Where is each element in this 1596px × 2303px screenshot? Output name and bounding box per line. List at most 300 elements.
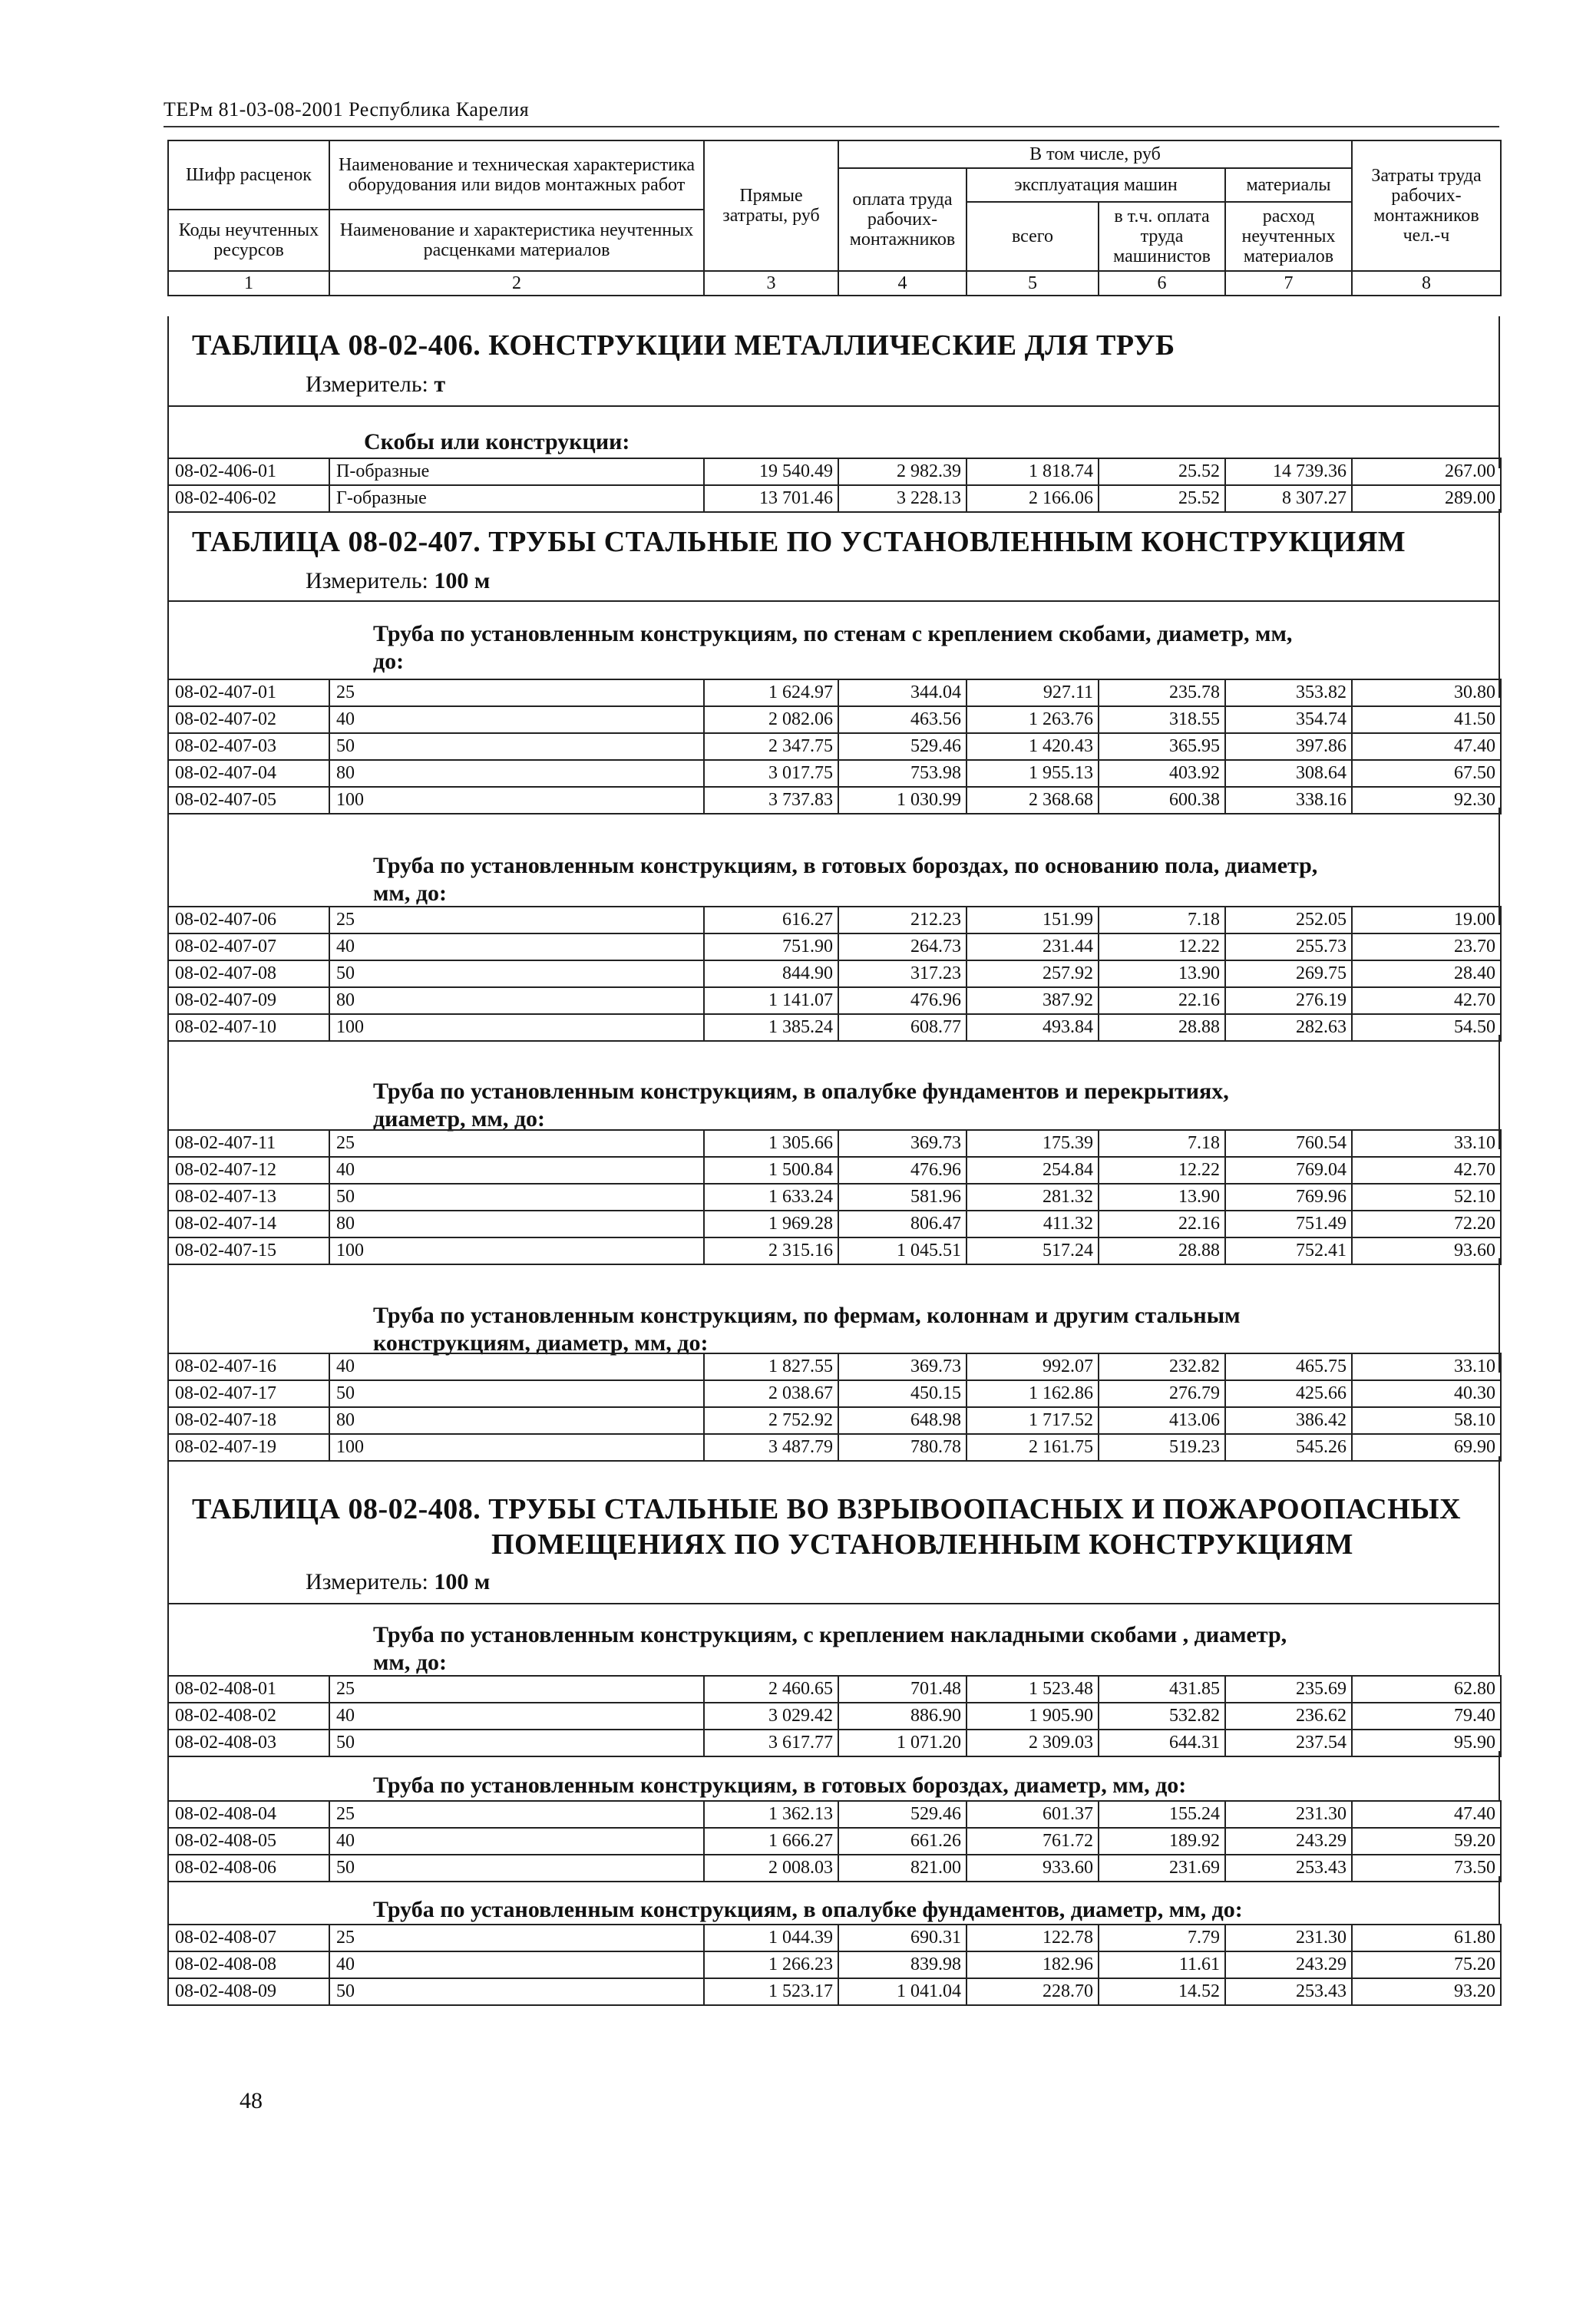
item-name-cell: 25 [329, 1676, 704, 1703]
value-cell: 75.20 [1352, 1951, 1501, 1978]
value-cell: 690.31 [838, 1925, 967, 1951]
item-name-cell: 100 [329, 787, 704, 814]
value-cell: 255.73 [1225, 933, 1352, 960]
item-name-cell: 50 [329, 1855, 704, 1882]
table-408-s3-rows [167, 1924, 1502, 2006]
col-wages-header: оплата труда рабочих-монтажников [838, 168, 967, 271]
value-cell: 151.99 [967, 907, 1099, 933]
value-cell: 254.84 [967, 1157, 1099, 1184]
value-cell: 253.43 [1225, 1855, 1352, 1882]
value-cell: 61.80 [1352, 1925, 1501, 1951]
table-407-s1-rows [167, 679, 1502, 814]
value-cell: 465.75 [1225, 1353, 1352, 1380]
table-row [168, 1211, 1501, 1237]
value-cell: 1 045.51 [838, 1237, 967, 1264]
divider [167, 405, 1500, 407]
value-cell: 236.62 [1225, 1703, 1352, 1730]
value-cell: 1 162.86 [967, 1380, 1099, 1407]
value-cell: 1 633.24 [704, 1184, 838, 1211]
col-name-header: Наименование и техническая характеристика оборудования или видов монтажных работ [329, 140, 704, 210]
value-cell: 1 523.48 [967, 1676, 1099, 1703]
value-cell: 353.82 [1225, 679, 1352, 706]
item-name-cell: Г-образные [329, 485, 704, 512]
rate-code-cell: 08-02-407-15 [168, 1237, 329, 1264]
table-row [168, 1353, 1501, 1380]
item-name-cell: 50 [329, 1380, 704, 1407]
value-cell: 7.79 [1099, 1925, 1225, 1951]
col-machines-total-header: всего [967, 202, 1099, 271]
value-cell: 237.54 [1225, 1730, 1352, 1756]
value-cell: 93.60 [1352, 1237, 1501, 1264]
item-name-cell: 40 [329, 1828, 704, 1855]
item-name-cell: 50 [329, 1978, 704, 2005]
table-row [168, 733, 1501, 760]
value-cell: 41.50 [1352, 706, 1501, 733]
col-number: 3 [704, 271, 838, 296]
value-cell: 769.96 [1225, 1184, 1352, 1211]
col-code-header: Шифр расценок [168, 140, 329, 210]
table-row [168, 485, 1501, 512]
item-name-cell: 25 [329, 679, 704, 706]
item-name-cell: 25 [329, 1130, 704, 1157]
value-cell: 3 029.42 [704, 1703, 838, 1730]
value-cell: 67.50 [1352, 760, 1501, 787]
value-cell: 2 368.68 [967, 787, 1099, 814]
value-cell: 517.24 [967, 1237, 1099, 1264]
document-header: ТЕРм 81-03-08-2001 Республика Карелия [164, 98, 530, 121]
value-cell: 344.04 [838, 679, 967, 706]
value-cell: 30.80 [1352, 679, 1501, 706]
header-rule [164, 126, 1499, 127]
value-cell: 2 752.92 [704, 1407, 838, 1434]
item-name-cell: 50 [329, 1730, 704, 1756]
item-name-cell: 40 [329, 933, 704, 960]
page-number: 48 [240, 2088, 263, 2113]
table-row [168, 1676, 1501, 1703]
rate-code-cell: 08-02-408-04 [168, 1801, 329, 1828]
value-cell: 23.70 [1352, 933, 1501, 960]
value-cell: 3 487.79 [704, 1434, 838, 1461]
col-including-header: В том числе, руб [838, 140, 1352, 168]
value-cell: 231.30 [1225, 1925, 1352, 1951]
value-cell: 2 161.75 [967, 1434, 1099, 1461]
value-cell: 69.90 [1352, 1434, 1501, 1461]
value-cell: 1 905.90 [967, 1703, 1099, 1730]
value-cell: 1 041.04 [838, 1978, 967, 2005]
divider [167, 600, 1500, 602]
value-cell: 62.80 [1352, 1676, 1501, 1703]
table-row [168, 987, 1501, 1014]
value-cell: 532.82 [1099, 1703, 1225, 1730]
col-number: 8 [1352, 271, 1501, 296]
value-cell: 12.22 [1099, 933, 1225, 960]
value-cell: 2 082.06 [704, 706, 838, 733]
col-number: 4 [838, 271, 967, 296]
item-name-cell: 50 [329, 733, 704, 760]
section-heading: Труба по установленным конструкциям, в готовых бороздах, диаметр, мм, до: [373, 1773, 1187, 1798]
item-name-cell: 100 [329, 1014, 704, 1041]
value-cell: 231.69 [1099, 1855, 1225, 1882]
value-cell: 1 827.55 [704, 1353, 838, 1380]
table-407-title: ТАБЛИЦА 08-02-407. ТРУБЫ СТАЛЬНЫЕ ПО УСТАНОВЛЕННЫМ КОНСТРУКЦИЯМ [192, 526, 1406, 558]
value-cell: 276.19 [1225, 987, 1352, 1014]
table-408-s2-rows [167, 1800, 1502, 1882]
rate-code-cell: 08-02-407-17 [168, 1380, 329, 1407]
value-cell: 411.32 [967, 1211, 1099, 1237]
value-cell: 1 955.13 [967, 760, 1099, 787]
value-cell: 886.90 [838, 1703, 967, 1730]
value-cell: 601.37 [967, 1801, 1099, 1828]
value-cell: 3 017.75 [704, 760, 838, 787]
value-cell: 14.52 [1099, 1978, 1225, 2005]
rate-code-cell: 08-02-407-10 [168, 1014, 329, 1041]
rate-code-cell: 08-02-407-04 [168, 760, 329, 787]
value-cell: 701.48 [838, 1676, 967, 1703]
value-cell: 493.84 [967, 1014, 1099, 1041]
value-cell: 22.16 [1099, 1211, 1225, 1237]
value-cell: 281.32 [967, 1184, 1099, 1211]
value-cell: 476.96 [838, 1157, 967, 1184]
value-cell: 369.73 [838, 1353, 967, 1380]
measure-label: Измеритель: [306, 1569, 428, 1594]
value-cell: 413.06 [1099, 1407, 1225, 1434]
col-material-name-header: Наименование и характеристика неучтенных расценками материалов [329, 210, 704, 271]
value-cell: 14 739.36 [1225, 458, 1352, 485]
table-406-title: ТАБЛИЦА 08-02-406. КОНСТРУКЦИИ МЕТАЛЛИЧЕСКИЕ ДЛЯ ТРУБ [192, 329, 1175, 362]
value-cell: 2 309.03 [967, 1730, 1099, 1756]
value-cell: 228.70 [967, 1978, 1099, 2005]
table-row [168, 1828, 1501, 1855]
value-cell: 1 030.99 [838, 787, 967, 814]
rate-code-cell: 08-02-407-06 [168, 907, 329, 933]
rate-code-cell: 08-02-408-02 [168, 1703, 329, 1730]
value-cell: 616.27 [704, 907, 838, 933]
value-cell: 79.40 [1352, 1703, 1501, 1730]
table-row [168, 1407, 1501, 1434]
value-cell: 3 737.83 [704, 787, 838, 814]
section-line: до: [373, 649, 405, 674]
value-cell: 12.22 [1099, 1157, 1225, 1184]
table-row [168, 960, 1501, 987]
section-line: мм, до: [373, 881, 448, 906]
col-number: 5 [967, 271, 1099, 296]
value-cell: 463.56 [838, 706, 967, 733]
value-cell: 2 982.39 [838, 458, 967, 485]
value-cell: 1 362.13 [704, 1801, 838, 1828]
table-row [168, 679, 1501, 706]
rate-code-cell: 08-02-407-09 [168, 987, 329, 1014]
table-407-s3-rows [167, 1129, 1502, 1265]
table-408-s1-rows [167, 1675, 1502, 1757]
table-407-measure [306, 568, 490, 594]
value-cell: 7.18 [1099, 1130, 1225, 1157]
value-cell: 821.00 [838, 1855, 967, 1882]
value-cell: 243.29 [1225, 1828, 1352, 1855]
table-row [168, 458, 1501, 485]
item-name-cell: 50 [329, 1184, 704, 1211]
value-cell: 397.86 [1225, 733, 1352, 760]
section-line: Труба по установленным конструкциям, по фермам, колоннам и другим стальным [373, 1303, 1241, 1328]
value-cell: 839.98 [838, 1951, 967, 1978]
value-cell: 1 141.07 [704, 987, 838, 1014]
value-cell: 7.18 [1099, 907, 1225, 933]
value-cell: 644.31 [1099, 1730, 1225, 1756]
value-cell: 11.61 [1099, 1951, 1225, 1978]
value-cell: 231.44 [967, 933, 1099, 960]
value-cell: 2 315.16 [704, 1237, 838, 1264]
value-cell: 2 460.65 [704, 1676, 838, 1703]
rate-code-cell: 08-02-407-05 [168, 787, 329, 814]
value-cell: 450.15 [838, 1380, 967, 1407]
table-row [168, 706, 1501, 733]
table-row [168, 1157, 1501, 1184]
rate-code-cell: 08-02-407-01 [168, 679, 329, 706]
value-cell: 28.40 [1352, 960, 1501, 987]
value-cell: 267.00 [1352, 458, 1501, 485]
value-cell: 1 818.74 [967, 458, 1099, 485]
col-number: 6 [1099, 271, 1225, 296]
value-cell: 257.92 [967, 960, 1099, 987]
value-cell: 992.07 [967, 1353, 1099, 1380]
value-cell: 3 228.13 [838, 485, 967, 512]
value-cell: 933.60 [967, 1855, 1099, 1882]
value-cell: 54.50 [1352, 1014, 1501, 1041]
value-cell: 28.88 [1099, 1237, 1225, 1264]
value-cell: 13.90 [1099, 960, 1225, 987]
value-cell: 235.69 [1225, 1676, 1352, 1703]
table-row [168, 907, 1501, 933]
value-cell: 269.75 [1225, 960, 1352, 987]
section-heading [373, 620, 1292, 676]
item-name-cell: 50 [329, 960, 704, 987]
value-cell: 844.90 [704, 960, 838, 987]
section-line: Труба по установленным конструкциям, в опалубке фундаментов и перекрытиях, [373, 1079, 1229, 1104]
rate-code-cell: 08-02-407-07 [168, 933, 329, 960]
value-cell: 529.46 [838, 733, 967, 760]
value-cell: 1 666.27 [704, 1828, 838, 1855]
value-cell: 235.78 [1099, 679, 1225, 706]
value-cell: 1 523.17 [704, 1978, 838, 2005]
rate-code-cell: 08-02-407-18 [168, 1407, 329, 1434]
section-heading [373, 1302, 1241, 1357]
value-cell: 1 717.52 [967, 1407, 1099, 1434]
rate-code-cell: 08-02-408-08 [168, 1951, 329, 1978]
rate-code-cell: 08-02-408-03 [168, 1730, 329, 1756]
value-cell: 806.47 [838, 1211, 967, 1237]
value-cell: 59.20 [1352, 1828, 1501, 1855]
table-407-s2-rows [167, 906, 1502, 1042]
value-cell: 927.11 [967, 679, 1099, 706]
value-cell: 751.49 [1225, 1211, 1352, 1237]
rate-code-cell: 08-02-407-12 [168, 1157, 329, 1184]
value-cell: 8 307.27 [1225, 485, 1352, 512]
value-cell: 73.50 [1352, 1855, 1501, 1882]
column-number-row [168, 271, 1501, 296]
table-row [168, 1925, 1501, 1951]
section-line: Труба по установленным конструкциям, в готовых бороздах, по основанию пола, диаметр, [373, 853, 1318, 878]
item-name-cell: 25 [329, 1925, 704, 1951]
section-heading: Труба по установленным конструкциям, в опалубке фундаментов, диаметр, мм, до: [373, 1897, 1243, 1922]
value-cell: 1 420.43 [967, 733, 1099, 760]
value-cell: 175.39 [967, 1130, 1099, 1157]
rate-code-cell: 08-02-407-08 [168, 960, 329, 987]
value-cell: 122.78 [967, 1925, 1099, 1951]
table-406-rows [167, 458, 1502, 513]
table-row [168, 1801, 1501, 1828]
measure-unit: 100 м [434, 1569, 491, 1594]
rate-code-cell: 08-02-407-13 [168, 1184, 329, 1211]
value-cell: 369.73 [838, 1130, 967, 1157]
value-cell: 318.55 [1099, 706, 1225, 733]
item-name-cell: 80 [329, 987, 704, 1014]
section-heading [373, 1621, 1287, 1677]
value-cell: 47.40 [1352, 733, 1501, 760]
value-cell: 92.30 [1352, 787, 1501, 814]
value-cell: 13 701.46 [704, 485, 838, 512]
value-cell: 252.05 [1225, 907, 1352, 933]
item-name-cell: 40 [329, 1157, 704, 1184]
value-cell: 276.79 [1099, 1380, 1225, 1407]
item-name-cell: 40 [329, 706, 704, 733]
value-cell: 33.10 [1352, 1130, 1501, 1157]
rate-code-cell: 08-02-407-16 [168, 1353, 329, 1380]
item-name-cell: 80 [329, 760, 704, 787]
value-cell: 47.40 [1352, 1801, 1501, 1828]
table-row [168, 933, 1501, 960]
value-cell: 1 044.39 [704, 1925, 838, 1951]
value-cell: 1 969.28 [704, 1211, 838, 1237]
value-cell: 753.98 [838, 760, 967, 787]
value-cell: 752.41 [1225, 1237, 1352, 1264]
value-cell: 2 166.06 [967, 485, 1099, 512]
table-408-measure [306, 1569, 490, 1595]
value-cell: 425.66 [1225, 1380, 1352, 1407]
value-cell: 40.30 [1352, 1380, 1501, 1407]
value-cell: 608.77 [838, 1014, 967, 1041]
section-heading [373, 852, 1317, 907]
rate-code-cell: 08-02-408-07 [168, 1925, 329, 1951]
rate-code-cell: 08-02-407-19 [168, 1434, 329, 1461]
value-cell: 58.10 [1352, 1407, 1501, 1434]
value-cell: 338.16 [1225, 787, 1352, 814]
table-408-title-line2: ПОМЕЩЕНИЯХ ПО УСТАНОВЛЕННЫМ КОНСТРУКЦИЯМ [491, 1528, 1353, 1561]
value-cell: 529.46 [838, 1801, 967, 1828]
value-cell: 189.92 [1099, 1828, 1225, 1855]
rate-code-cell: 08-02-408-06 [168, 1855, 329, 1882]
value-cell: 1 385.24 [704, 1014, 838, 1041]
value-cell: 52.10 [1352, 1184, 1501, 1211]
col-resource-code-header: Коды неучтенных ресурсов [168, 210, 329, 271]
value-cell: 545.26 [1225, 1434, 1352, 1461]
col-direct-cost-header: Прямые затраты, руб [704, 140, 838, 271]
item-name-cell: 40 [329, 1353, 704, 1380]
value-cell: 354.74 [1225, 706, 1352, 733]
rate-code-cell: 08-02-408-09 [168, 1978, 329, 2005]
table-row [168, 1130, 1501, 1157]
value-cell: 95.90 [1352, 1730, 1501, 1756]
value-cell: 600.38 [1099, 787, 1225, 814]
value-cell: 13.90 [1099, 1184, 1225, 1211]
value-cell: 1 071.20 [838, 1730, 967, 1756]
table-row [168, 1978, 1501, 2005]
value-cell: 760.54 [1225, 1130, 1352, 1157]
rate-code-cell: 08-02-407-03 [168, 733, 329, 760]
value-cell: 182.96 [967, 1951, 1099, 1978]
value-cell: 387.92 [967, 987, 1099, 1014]
section-line: мм, до: [373, 1650, 448, 1675]
value-cell: 253.43 [1225, 1978, 1352, 2005]
rate-code-cell: 08-02-406-02 [168, 485, 329, 512]
rate-code-cell: 08-02-407-02 [168, 706, 329, 733]
value-cell: 93.20 [1352, 1978, 1501, 2005]
item-name-cell: 100 [329, 1434, 704, 1461]
item-name-cell: 40 [329, 1703, 704, 1730]
value-cell: 212.23 [838, 907, 967, 933]
value-cell: 581.96 [838, 1184, 967, 1211]
value-cell: 2 008.03 [704, 1855, 838, 1882]
item-name-cell: 25 [329, 1801, 704, 1828]
table-row [168, 1951, 1501, 1978]
value-cell: 648.98 [838, 1407, 967, 1434]
value-cell: 25.52 [1099, 458, 1225, 485]
value-cell: 519.23 [1099, 1434, 1225, 1461]
value-cell: 3 617.77 [704, 1730, 838, 1756]
item-name-cell: 80 [329, 1407, 704, 1434]
value-cell: 780.78 [838, 1434, 967, 1461]
value-cell: 403.92 [1099, 760, 1225, 787]
rate-code-cell: 08-02-408-05 [168, 1828, 329, 1855]
value-cell: 2 347.75 [704, 733, 838, 760]
col-materials-header: материалы [1225, 168, 1352, 202]
value-cell: 28.88 [1099, 1014, 1225, 1041]
item-name-cell: 100 [329, 1237, 704, 1264]
value-cell: 661.26 [838, 1828, 967, 1855]
value-cell: 155.24 [1099, 1801, 1225, 1828]
measure-unit: т [434, 372, 446, 397]
col-machines-header: эксплуатация машин [967, 168, 1225, 202]
value-cell: 42.70 [1352, 987, 1501, 1014]
column-header-table [167, 140, 1502, 296]
value-cell: 25.52 [1099, 485, 1225, 512]
section-heading [373, 1078, 1229, 1133]
rate-code-cell: 08-02-406-01 [168, 458, 329, 485]
value-cell: 386.42 [1225, 1407, 1352, 1434]
value-cell: 1 500.84 [704, 1157, 838, 1184]
table-row [168, 1380, 1501, 1407]
value-cell: 19.00 [1352, 907, 1501, 933]
rate-code-cell: 08-02-407-11 [168, 1130, 329, 1157]
value-cell: 1 305.66 [704, 1130, 838, 1157]
table-406-measure [306, 372, 445, 398]
value-cell: 308.64 [1225, 760, 1352, 787]
col-labor-hours-header: Затраты труда рабочих-монтажников чел.-ч [1352, 140, 1501, 271]
value-cell: 231.30 [1225, 1801, 1352, 1828]
value-cell: 19 540.49 [704, 458, 838, 485]
value-cell: 2 038.67 [704, 1380, 838, 1407]
measure-label: Измеритель: [306, 568, 428, 593]
value-cell: 264.73 [838, 933, 967, 960]
value-cell: 751.90 [704, 933, 838, 960]
section-heading: Скобы или конструкции: [364, 429, 630, 454]
col-number: 1 [168, 271, 329, 296]
measure-unit: 100 м [434, 568, 491, 593]
divider [167, 1603, 1500, 1604]
section-line: конструкциям, диаметр, мм, до: [373, 1330, 709, 1356]
section-line: Труба по установленным конструкциям, с креплением накладными скобами , диаметр, [373, 1622, 1287, 1647]
table-row [168, 1184, 1501, 1211]
section-line: диаметр, мм, до: [373, 1106, 546, 1132]
value-cell: 761.72 [967, 1828, 1099, 1855]
